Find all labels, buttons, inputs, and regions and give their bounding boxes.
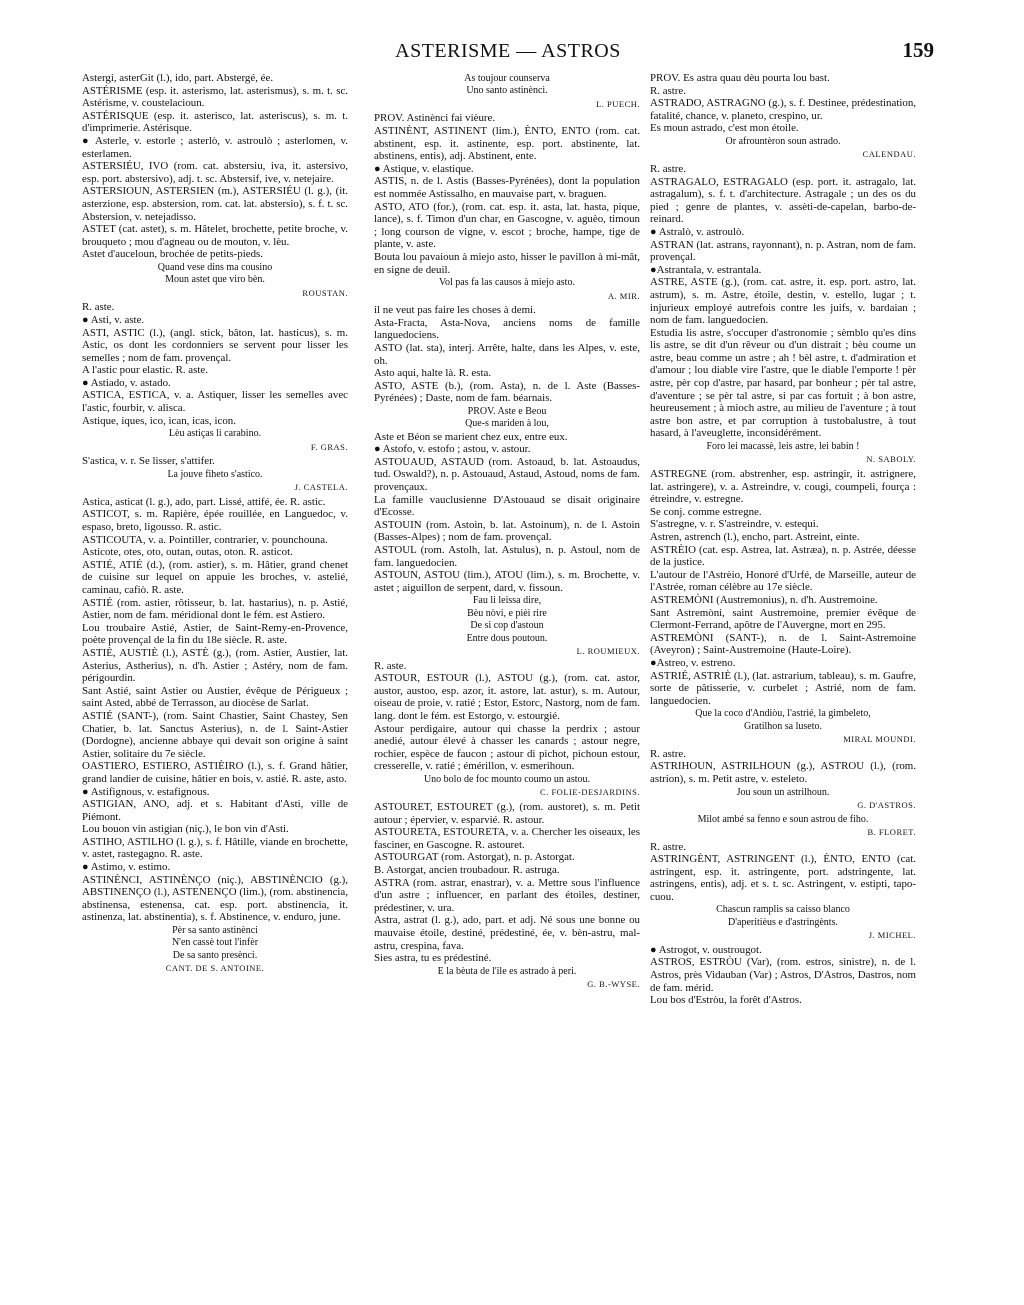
- verse-line: Uno bolo de foc mounto coumo un astou.: [423, 773, 591, 785]
- dictionary-entry: Lou bouon vin astigian (niç.), le bon vin d'Asti.: [82, 823, 289, 836]
- dictionary-entry: OASTIERO, ESTIERO, ASTIÈIRO (l.), s. f. Grand hâtier, grand landier de cuisine, hâtier en bois, v. astié. R. aste, asto.: [82, 760, 348, 785]
- verse-line: Bèu nòvi, e pièi rire: [467, 607, 547, 619]
- citation-author: N. SABOLY.: [866, 454, 916, 465]
- dictionary-entry: R. aste.: [374, 659, 407, 672]
- dictionary-entry: ASTIÈ, AUSTIÈ (l.), ASTÈ (g.), (rom. Astier, Austier, lat. Asterius, Astherius), n. d'h. Astier ; Astéry, nom de fam. périgourdin.: [82, 646, 348, 685]
- dictionary-entry: ASTOUL (rom. Astolh, lat. Astulus), n. p. Astoul, nom de fam. languedocien.: [374, 544, 640, 569]
- dictionary-entry: il ne veut pas faire les choses à demi.: [374, 304, 536, 317]
- dictionary-entry: ● Astiado, v. astado.: [82, 376, 171, 389]
- dictionary-entry: Astica, asticat (l. g.), ado, part. Lissé, attifé, ée. R. astic.: [82, 495, 326, 508]
- dictionary-entry: ASTINÈNT, ASTINENT (lim.), ÈNTO, ENTO (rom. cat. abstinent, esp. it. astinente, esp. port. abstinente, lat. abstinens, entis), adj. Abstinent, ente.: [374, 125, 640, 163]
- running-title: ASTERISME — ASTROS: [395, 40, 621, 62]
- dictionary-entry: ASTOUR, ESTOUR (l.), ASTOU (g.), (rom. cat. astor, austor, austoo, esp. azor, it. astore, lat. astur), s. m. Autour, oiseau de proie, v. ratié ; Estor, Estorc, Nastorg, nom de fam. lang. dont le fém. est Estorgo, v. estourgié.: [374, 672, 640, 722]
- verse-line: Fau li leissa dire,: [472, 595, 542, 607]
- citation-author: A. MIR.: [607, 290, 640, 301]
- dictionary-entry: ASTOURET, ESTOURET (g.), (rom. austoret), s. m. Petit autour ; épervier, v. esparvié. R. astour.: [374, 800, 640, 826]
- dictionary-entry: ● Astofo, v. estofo ; astou, v. astour.: [374, 443, 531, 456]
- citation-author: MIRAL MOUNDI.: [843, 734, 916, 745]
- verse-line: Quand vese dins ma cousino: [157, 261, 273, 273]
- dictionary-entry: ASTERSIOUN, ASTERSIEN (m.), ASTERSIÉU (l. g.), (it. asterzione, esp. abstersion, rom. cat. lat. abstersio), s. f. t. sc. Abstersion, v. netejadisso.: [82, 185, 348, 223]
- verse-line: Vol pas fa las causos à miejo asto.: [439, 277, 575, 289]
- dictionary-entry: ASTROS, ESTRÒU (Var), (rom. estros, sinistre), n. de l. Astros, près Vidauban (Var) ; Astros, D'Astros, Dastros, nom de fam. mérid.: [650, 956, 916, 994]
- dictionary-entry: ASTÉRISQUE (esp. it. asterisco, lat. asteriscus), s. m. t. d'imprimerie. Astérisque.: [82, 109, 348, 135]
- verse-line: PROV. Aste e Beou: [467, 405, 547, 417]
- citation-author: G. D'ASTROS.: [857, 799, 916, 810]
- dictionary-entry: ASTRIHOUN, ASTRILHOUN (g.), ASTROU (l.), (rom. astrion), s. m. Petit astre, v. esteleto.: [650, 760, 916, 785]
- dictionary-entry: Sant Astremòni, saint Austremoine, premier évêque de Clermont-Ferrand, apôtre de l'Auvergne, mort en 295.: [650, 606, 916, 632]
- dictionary-entry: ● Astique, v. elastique.: [374, 162, 474, 175]
- dictionary-entry: ASTRAGALO, ESTRAGALO (esp. port. it. astragalo, lat. astragalum), s. f. t. d'architecture. Astragale ; un des os du pied ; genre de plantes, v. assèti-de-capelan, barbo-de-reinard.: [650, 175, 916, 226]
- dictionary-entry: L'autour de l'Astrèio, Honoré d'Urfé, de Marseille, auteur de l'Astrée, roman célèbre au 17e siècle.: [650, 568, 916, 594]
- verse-line: La jouve fiheto s'astico.: [167, 468, 263, 480]
- dictionary-entry: ASTOURETA, ESTOURETA, v. a. Chercher les oiseaux, les fasciner, en Gascogne. R. astouret.: [374, 826, 640, 851]
- dictionary-entry: ASTO (lat. sta), interj. Arrête, halte, dans les Alpes, v. este, oh.: [374, 341, 640, 367]
- dictionary-entry: Estudia lis astre, s'occuper d'astronomie ; sèmblo qu'es dins lis astre, se dit d'un rêveur ou d'un distrait ; bèu coume un astre, beau comme un astre ; ah ! bèl astre, t. d'admiration et d'amour ; lou diable vire l'astre, que le diable l'emporte ! pèr astre, pèr cop d'astre, par hasard, par bonheur ; pèr tal astre, d'aventure ; se pèr tal astre, si par cas fortuit ; à bon astre, heureusement ; à mioch astre, au milieu de l'aventure ; à tout astre bon astre, et par corruption à tustobalustre, à tout hasard, à l'aveuglette, inconsidérément.: [650, 326, 916, 440]
- citation-author: L. PUECH.: [596, 98, 640, 109]
- dictionary-entry: Es moun astrado, c'est mon étoile.: [650, 122, 799, 135]
- page-number: 159: [902, 38, 934, 62]
- dictionary-entry: Astra, astrat (l. g.), ado, part. et adj. Né sous une bonne ou mauvaise étoile, destiné, prédestiné, ée, v. bèn-astru, mal-astru, crespina, fava.: [374, 914, 640, 952]
- dictionary-entry: Astour perdigaire, autour qui chasse la perdrix ; astour anedié, autour élevé à chasser les canards ; astour negre, rochier, espèce de faucon ; astour di pichot, pichoun estour, cresserelle, v. ratié ; émérillon, v. esmerihoun.: [374, 722, 640, 773]
- dictionary-entry: ASTOUN, ASTOU (lim.), ATOU (lim.), s. m. Brochette, v. astet ; aiguillon de serpent, dard, v. fissoun.: [374, 569, 640, 594]
- dictionary-entry: Lou bos d'Estròu, la forêt d'Astros.: [650, 994, 802, 1007]
- dictionary-entry: Astergi, asterGit (l.), ido, part. Abstergé, ée.: [82, 72, 274, 84]
- verse-line: Chascun ramplis sa caisso blanco: [716, 904, 850, 916]
- verse-line: E la bèuta de l'ile es astrado à peri.: [437, 965, 577, 977]
- dictionary-entry: ASTIGIAN, ANO, adj. et s. Habitant d'Asti, ville de Piémont.: [82, 798, 348, 823]
- dictionary-entry: ● Astrogot, v. oustrougot.: [650, 943, 762, 956]
- citation-author: ROUSTAN.: [302, 287, 348, 298]
- dictionary-entry: B. Astorgat, ancien troubadour. R. astruga.: [374, 863, 560, 876]
- verse-line: Lèu astiças li carabino.: [168, 428, 262, 440]
- verse-line: Or afrountèron soun astrado.: [725, 135, 841, 147]
- dictionary-entry: ASTRAN (lat. astrans, rayonnant), n. p. Astran, nom de fam. provençal.: [650, 238, 916, 264]
- dictionary-entry: ASTO, ATO (for.), (rom. cat. esp. it. asta, lat. hasta, pique, lance), s. f. Timon d'un char, en Gascogne, v. aguèo, timoun ; long courson de vigne, v. escot ; broche, hampe, tige de plante, v. aste.: [374, 200, 640, 251]
- citation-author: J. MICHEL.: [868, 930, 916, 941]
- dictionary-entry: R. astre.: [650, 840, 686, 853]
- dictionary-entry: La famille vauclusienne D'Astouaud se disait originaire d'Ecosse.: [374, 493, 640, 519]
- dictionary-entry: Sant Astié, saint Astier ou Austier, évêque de Périgueux ; saint Asted, abbé de Terrasson, au diocèse de Sarlat.: [82, 684, 348, 710]
- dictionary-entry: ASTICA, ESTICA, v. a. Astiquer, lisser les semelles avec l'astic, fourbir, v. alisca.: [82, 389, 348, 415]
- dictionary-entry: ●Astreo, v. estreno.: [650, 656, 736, 669]
- dictionary-entry: ASTIÉ, ATIÉ (d.), (rom. astier), s. m. Hâtier, grand chenet de cuisine sur lequel on appuie les broches, v. astelié, caminau, cafiò. R. aste.: [82, 558, 348, 596]
- dictionary-entry: PROV. Es astra quau dèu pourta lou bast.: [650, 72, 830, 84]
- verse-line: Moun astet que viro bèn.: [165, 274, 265, 286]
- dictionary-entry: A l'astic pour elastic. R. aste.: [82, 364, 208, 377]
- dictionary-entry: ASTIÉ (SANT-), (rom. Saint Chastier, Saint Chastey, Sen Chatier, b. lat. Sanctus Asterius), n. de l. Saint-Astier (Dordogne), ancienne abbaye qui devait son origine à saint Astier, solitaire du 7e siècle.: [82, 709, 348, 760]
- verse-line: Entre dous poutoun.: [466, 632, 548, 644]
- dictionary-entry: ASTRIÉ, ASTRIÈ (l.), (lat. astrarium, tableau), s. m. Gaufre, sorte de pâtisserie, v. curbelet ; Astrié, nom de fam. languedocien.: [650, 669, 916, 707]
- column-right: [650, 72, 916, 1007]
- dictionary-entry: ASTI, ASTIC (l.), (angl. stick, bâton, lat. hasticus), s. m. Astic, os dont les cordonniers se servent pour lisser les semelles ; nom de fam. provençal.: [82, 326, 348, 364]
- dictionary-entry: ASTINÈNCI, ASTINÈNÇO (niç.), ABSTINÈNCIO (g.), ABSTINENÇO (l.), ASTENENÇO (lim.), (rom. abstinencia, abstinensa, estenensa, cat. esp. port. abstinencia, it. astinenza, lat. abstinentia), s. f. Abstinence, v. enduro, june.: [82, 873, 348, 924]
- dictionary-entry: Astet d'auceloun, brochée de petits-pieds.: [82, 248, 263, 261]
- dictionary-entry: Aste et Béon se marient chez eux, entre eux.: [374, 430, 568, 443]
- verse-line: D'aperitièus e d'astringènts.: [728, 916, 838, 928]
- column-left: [82, 72, 348, 977]
- dictionary-entry: ASTREGNE (rom. abstrenher, esp. astringir, it. astrignere, lat. astringere), v. a. Astreindre, v. cougi, coumpeli, fourça : étreindre, v. estregne.: [650, 468, 916, 506]
- dictionary-entry: R. aste.: [82, 301, 115, 314]
- dictionary-entry: ASTIS, n. de l. Astis (Basses-Pyrénées), dont la population est nommée Astissalho, en mauvaise part, v. braguen.: [374, 175, 640, 200]
- dictionary-entry: ASTOURGAT (rom. Astorgat), n. p. Astorgat.: [374, 851, 575, 864]
- verse-line: Que-s mariden à lou,: [465, 418, 549, 430]
- dictionary-entry: ASTREMÒNI (Austremonius), n. d'h. Austremoine.: [650, 593, 878, 606]
- dictionary-entry: ASTERSIÉU, IVO (rom. cat. abstersiu, iva, it. astersivo, esp. port. abstersivo), adj. t. sc. Abstersif, ive, v. netejaire.: [82, 160, 348, 185]
- dictionary-entry: ASTICOT, s. m. Rapière, épée rouillée, en Languedoc, v. espaso, breto, ligousso. R. astic.: [82, 508, 348, 534]
- verse-line: Milot ambé sa fenno e soun astrou de fiho.: [697, 813, 869, 825]
- citation-author: F. GRAS.: [310, 441, 348, 452]
- dictionary-entry: ASTOUIN (rom. Astoin, b. lat. Astoinum), n. de l. Astoin (Basses-Alpes) ; nom de fam. provençal.: [374, 518, 640, 544]
- dictionary-entry: ASTET (cat. astet), s. m. Hâtelet, brochette, petite broche, v. brouqueto ; mou d'agneau ou de mouton, v. lèu.: [82, 223, 348, 248]
- dictionary-entry: PROV. Astinènci fai vièure.: [374, 112, 496, 125]
- dictionary-entry: Asto aqui, halte là. R. esta.: [374, 367, 492, 380]
- dictionary-entry: ● Astifignous, v. estafignous.: [82, 785, 210, 798]
- verse-line: Jou soun un astrilhoun.: [736, 786, 830, 798]
- dictionary-entry: Sies astra, tu es prédestiné.: [374, 952, 492, 965]
- dictionary-entry: ASTO, ASTE (b.), (rom. Asta), n. de l. Aste (Basses-Pyrénées) ; Daste, nom de fam. béarnais.: [374, 379, 640, 405]
- verse-line: Foro lei macassè, leis astre, lei babin !: [706, 441, 860, 453]
- dictionary-entry: Asticote, otes, oto, outan, outas, oton. R. asticot.: [82, 546, 293, 559]
- column-middle: [374, 72, 640, 993]
- dictionary-entry: ● Astimo, v. estimo.: [82, 861, 171, 874]
- dictionary-entry: ASTRÈIO (cat. esp. Astrea, lat. Astræa), n. p. Astrée, déesse de la justice.: [650, 543, 916, 569]
- verse-line: N'en cassè tout l'infèr: [171, 937, 259, 949]
- dictionary-entry: R. astre.: [650, 747, 686, 760]
- dictionary-entry: ● Astralò, v. astroulò.: [650, 225, 745, 238]
- dictionary-entry: Astren, astrench (l.), encho, part. Astreint, einte.: [650, 531, 860, 543]
- dictionary-entry: ●Astrantala, v. estrantala.: [650, 263, 762, 276]
- dictionary-entry: ASTOUAUD, ASTAUD (rom. Astoaud, b. lat. Astoaudus, tud. Oswald?), n. p. Astouaud, Astaud, Astoud, noms de fam. provençaux.: [374, 455, 640, 494]
- citation-author: J. CASTELA.: [294, 482, 348, 493]
- dictionary-entry: ASTRE, ASTE (g.), (rom. cat. astre, it. esp. port. astro, lat. astrum), s. m. Astre, étoile, destin, v. estello, lugar ; t. injurieux employé autrefois contre les juifs, v. bardaian ; nom de fam. languedocien.: [650, 276, 916, 327]
- dictionary-entry: R. astre.: [650, 84, 686, 97]
- dictionary-entry: Astique, iques, ico, ican, icas, icon.: [82, 414, 236, 427]
- citation-author: C. FOLIE-DESJARDINS.: [540, 787, 640, 798]
- citation-author: CALENDAU.: [862, 149, 916, 160]
- dictionary-entry: ASTÉRISME (esp. it. asterismo, lat. asterismus), s. m. t. sc. Astérisme, v. coustelacioun.: [82, 84, 348, 110]
- citation-author: G. B.-WYSE.: [587, 979, 640, 990]
- dictionary-entry: ASTIHO, ASTILHO (l. g.), s. f. Hâtille, viande en brochette, v. astet, rastegagno. R. aste.: [82, 835, 348, 861]
- dictionary-entry: Lou troubaire Astié, Astier, de Saint-Remy-en-Provence, poète provençal de la fin du 18e siècle. R. aste.: [82, 621, 348, 647]
- verse-line: De sa santo presènci.: [172, 949, 258, 961]
- dictionary-entry: ● Asterle, v. estorle ; asterlò, v. astroulò ; asterlomen, v. esterlamen.: [82, 134, 348, 160]
- dictionary-entry: Bouta lou pavaioun à miejo asto, hisser le pavillon à mi-mât, en signe de deuil.: [374, 250, 640, 276]
- verse-line: Pèr sa santo astinènci: [172, 925, 258, 937]
- dictionary-entry: S'astregne, v. r. S'astreindre, v. estequi.: [650, 518, 819, 531]
- dictionary-entry: ASTICOUTA, v. a. Pointiller, contrarier, v. pounchouna.: [82, 533, 328, 546]
- dictionary-entry: ASTRINGÈNT, ASTRINGENT (l.), ÈNTO, ENTO (cat. astringent, esp. it. astringente, port. adstringente, lat. astringens, entis), adj. et s. t. sc. Astringent, v. estipti, tapo-cuou.: [650, 853, 916, 903]
- dictionary-entry: ASTREMÒNI (SANT-), n. de l. Saint-Astremoine (Aveyron) ; Saint-Austremoine (Haute-Loire).: [650, 631, 916, 657]
- dictionary-entry: ASTRA (rom. astrar, enastrar), v. a. Mettre sous l'influence d'un astre ; influencer, en parlant des étoiles, destiner, prédestiner, v. ura.: [374, 876, 640, 914]
- dictionary-entry: Se conj. comme estregne.: [650, 505, 762, 518]
- dictionary-entry: ● Asti, v. aste.: [82, 313, 145, 326]
- verse-line: As toujour counserva: [464, 73, 550, 84]
- verse-line: Gratilhon sa luseto.: [743, 720, 823, 732]
- dictionary-entry: S'astica, v. r. Se lisser, s'attifer.: [82, 455, 215, 468]
- verse-line: De si cop d'astoun: [470, 620, 544, 632]
- verse-line: Que la coco d'Andiòu, l'astrié, la gimbeleto,: [695, 708, 871, 720]
- dictionary-entry: R. astre.: [650, 162, 686, 175]
- citation-author: CANT. DE S. ANTOINE.: [165, 963, 265, 974]
- dictionary-entry: ASTRADO, ASTRAGNO (g.), s. f. Destinee, prédestination, fatalité, chance, v. planeto, crespino, ur.: [650, 97, 916, 122]
- dictionary-entry: ASTIÉ (rom. astier, rôtisseur, b. lat. hastarius), n. p. Astié, Astier, nom de fam. méridional dont le fém. est Astiero.: [82, 596, 348, 622]
- page-header: [82, 40, 934, 72]
- verse-line: Uno santo astinènci.: [466, 85, 548, 97]
- dictionary-entry: Asta-Fracta, Asta-Nova, anciens noms de famille languedociens.: [374, 316, 640, 342]
- citation-author: B. FLORET.: [867, 826, 916, 837]
- citation-author: L. ROUMIEUX.: [576, 646, 640, 657]
